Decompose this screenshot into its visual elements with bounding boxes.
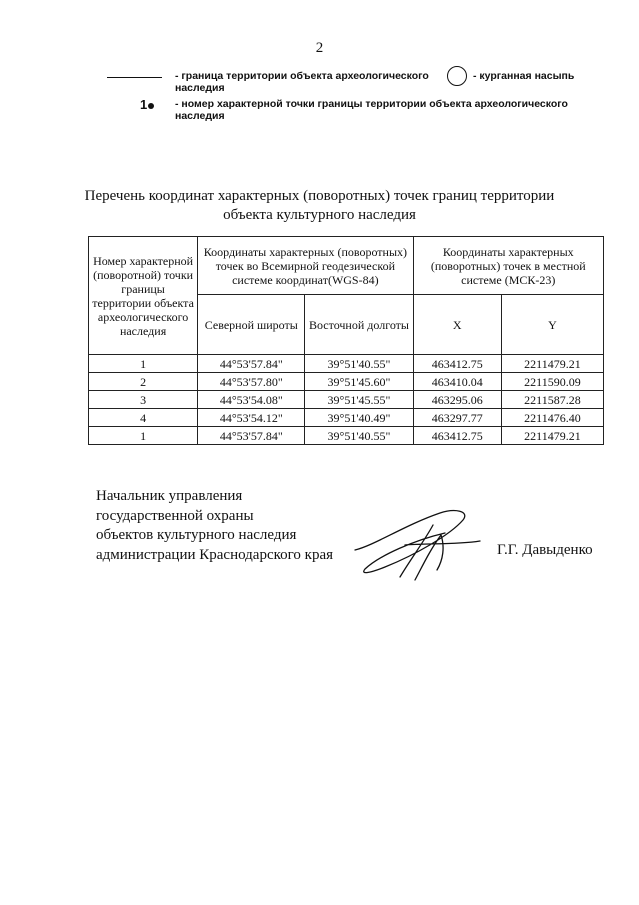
header-x: X bbox=[413, 295, 501, 355]
boundary-line-symbol bbox=[107, 77, 162, 78]
cell-longitude: 39°51'40.55" bbox=[305, 355, 413, 373]
table-row bbox=[89, 373, 604, 391]
cell-longitude: 39°51'45.55" bbox=[305, 391, 413, 409]
cell-point-number: 4 bbox=[89, 409, 198, 427]
cell-x: 463297.77 bbox=[413, 409, 501, 427]
cell-y: 2211476.40 bbox=[501, 409, 603, 427]
position-line-3: объектов культурного наследия bbox=[96, 527, 297, 543]
coordinates-table bbox=[88, 236, 604, 445]
cell-x: 463410.04 bbox=[413, 373, 501, 391]
cell-point-number: 1 bbox=[89, 355, 198, 373]
cell-latitude: 44°53'54.12" bbox=[198, 409, 305, 427]
cell-point-number: 2 bbox=[89, 373, 198, 391]
cell-y: 2211590.09 bbox=[501, 373, 603, 391]
cell-latitude: 44°53'57.84" bbox=[198, 427, 305, 445]
header-east-longitude: Восточной долготы bbox=[305, 295, 413, 355]
position-line-4: администрации Краснодарского края bbox=[96, 546, 334, 563]
legend-boundary-text: - граница территории объекта археологического наследия bbox=[175, 70, 429, 94]
cell-x: 463412.75 bbox=[413, 355, 501, 373]
title-line-2: объекта культурного наследия bbox=[223, 207, 416, 223]
position-line-1: Начальник управления bbox=[96, 488, 243, 504]
table-row bbox=[89, 391, 604, 409]
table-row bbox=[89, 409, 604, 427]
legend-mound-text: - курганная насыпь bbox=[473, 70, 575, 82]
header-msk23: Координаты характерных (поворотных) точек в местной системе (МСК-23) bbox=[413, 237, 603, 295]
signer-name: Г.Г. Давыденко bbox=[497, 542, 593, 558]
cell-longitude: 39°51'40.49" bbox=[305, 409, 413, 427]
mound-circle-icon bbox=[447, 66, 467, 86]
cell-y: 2211479.21 bbox=[501, 427, 603, 445]
title-line-1: Перечень координат характерных (поворотных) точек границ территории bbox=[84, 188, 555, 204]
cell-y: 2211479.21 bbox=[501, 355, 603, 373]
point-marker-number: 1 bbox=[140, 97, 148, 112]
position-line-2: государственной охраны bbox=[96, 507, 254, 524]
header-north-latitude: Северной широты bbox=[198, 295, 305, 355]
signature-position bbox=[96, 487, 333, 565]
document-title bbox=[0, 187, 639, 225]
cell-latitude: 44°53'57.84" bbox=[198, 355, 305, 373]
header-point-number: Номер характерной (поворотной) точки границы территории объекта археологического наследия bbox=[89, 237, 198, 355]
cell-point-number: 3 bbox=[89, 391, 198, 409]
point-marker-icon bbox=[140, 97, 154, 112]
cell-latitude: 44°53'57.80" bbox=[198, 373, 305, 391]
point-dot-icon bbox=[148, 103, 154, 109]
handwritten-signature bbox=[345, 505, 485, 585]
header-y: Y bbox=[501, 295, 603, 355]
legend-point-text: - номер характерной точки границы территории объекта археологического наследия bbox=[175, 98, 568, 122]
cell-y: 2211587.28 bbox=[501, 391, 603, 409]
table-row bbox=[89, 355, 604, 373]
page-number: 2 bbox=[315, 40, 324, 56]
cell-point-number: 1 bbox=[89, 427, 198, 445]
header-wgs84: Координаты характерных (поворотных) точек во Всемирной геодезической системе координат(WGS-84) bbox=[198, 237, 413, 295]
cell-x: 463295.06 bbox=[413, 391, 501, 409]
cell-latitude: 44°53'54.08" bbox=[198, 391, 305, 409]
table-row bbox=[89, 427, 604, 445]
cell-x: 463412.75 bbox=[413, 427, 501, 445]
cell-longitude: 39°51'40.55" bbox=[305, 427, 413, 445]
cell-longitude: 39°51'45.60" bbox=[305, 373, 413, 391]
table-header-row bbox=[89, 237, 604, 295]
